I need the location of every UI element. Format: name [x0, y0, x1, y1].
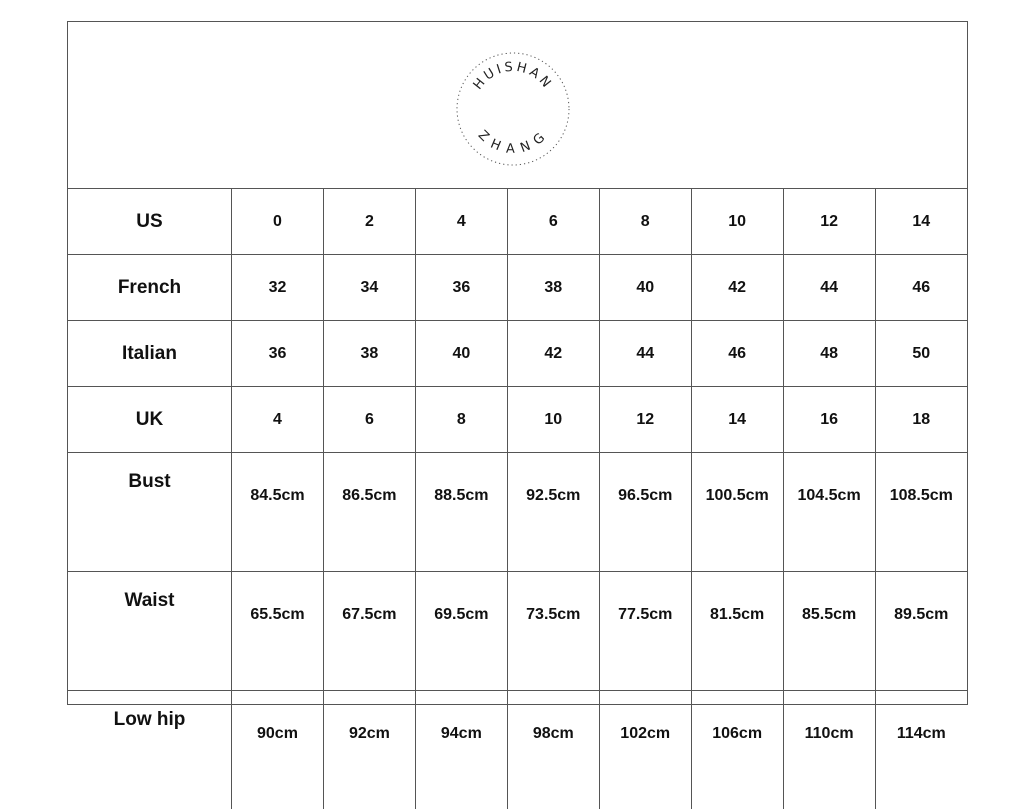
- table-cell: 73.5cm: [507, 572, 599, 691]
- table-cell: 86.5cm: [323, 453, 415, 572]
- table-cell: 44: [599, 321, 691, 387]
- table-cell: 6: [323, 387, 415, 453]
- size-chart: [67, 21, 968, 705]
- size-table: [68, 189, 967, 809]
- table-cell: 90cm: [232, 691, 324, 809]
- table-cell: 81.5cm: [691, 572, 783, 691]
- table-cell: 10: [691, 189, 783, 255]
- table-cell: 2: [323, 189, 415, 255]
- table-cell: 38: [507, 255, 599, 321]
- logo-bottom-text: ZHANG: [475, 128, 551, 157]
- row-label: French: [68, 255, 232, 321]
- table-cell: 110cm: [783, 691, 875, 809]
- table-row-waist: [68, 572, 967, 691]
- row-label: Italian: [68, 321, 232, 387]
- table-cell: 16: [783, 387, 875, 453]
- table-cell: 106cm: [691, 691, 783, 809]
- table-cell: 46: [875, 255, 967, 321]
- table-row-bust: [68, 453, 967, 572]
- table-row-french: [68, 255, 967, 321]
- table-cell: 6: [507, 189, 599, 255]
- table-cell: 0: [232, 189, 324, 255]
- table-cell: 8: [415, 387, 507, 453]
- table-cell: 85.5cm: [783, 572, 875, 691]
- table-cell: 69.5cm: [415, 572, 507, 691]
- table-cell: 40: [415, 321, 507, 387]
- table-cell: 108.5cm: [875, 453, 967, 572]
- brand-header: [68, 22, 967, 189]
- table-cell: 4: [232, 387, 324, 453]
- table-cell: 84.5cm: [232, 453, 324, 572]
- row-label: Low hip: [68, 691, 232, 809]
- table-cell: 92cm: [323, 691, 415, 809]
- table-cell: 10: [507, 387, 599, 453]
- table-cell: 14: [691, 387, 783, 453]
- table-cell: 88.5cm: [415, 453, 507, 572]
- table-cell: 40: [599, 255, 691, 321]
- row-label: Bust: [68, 453, 232, 572]
- table-cell: 104.5cm: [783, 453, 875, 572]
- table-cell: 65.5cm: [232, 572, 324, 691]
- table-cell: 42: [691, 255, 783, 321]
- table-cell: 36: [415, 255, 507, 321]
- table-cell: 38: [323, 321, 415, 387]
- table-cell: 77.5cm: [599, 572, 691, 691]
- table-cell: 34: [323, 255, 415, 321]
- table-cell: 94cm: [415, 691, 507, 809]
- table-row-us: [68, 189, 967, 255]
- table-cell: 4: [415, 189, 507, 255]
- row-label: Waist: [68, 572, 232, 691]
- table-cell: 67.5cm: [323, 572, 415, 691]
- table-cell: 42: [507, 321, 599, 387]
- row-label: UK: [68, 387, 232, 453]
- table-cell: 114cm: [875, 691, 967, 809]
- table-cell: 102cm: [599, 691, 691, 809]
- table-cell: 89.5cm: [875, 572, 967, 691]
- table-cell: 36: [232, 321, 324, 387]
- table-cell: 98cm: [507, 691, 599, 809]
- row-label: US: [68, 189, 232, 255]
- table-row-italian: [68, 321, 967, 387]
- table-cell: 100.5cm: [691, 453, 783, 572]
- table-row-low-hip: [68, 691, 967, 809]
- table-cell: 8: [599, 189, 691, 255]
- table-cell: 46: [691, 321, 783, 387]
- table-cell: 44: [783, 255, 875, 321]
- table-cell: 12: [783, 189, 875, 255]
- table-cell: 48: [783, 321, 875, 387]
- brand-logo: [454, 50, 572, 168]
- table-row-uk: [68, 387, 967, 453]
- table-cell: 14: [875, 189, 967, 255]
- table-cell: 50: [875, 321, 967, 387]
- table-cell: 12: [599, 387, 691, 453]
- logo-top-text: HUISHAN: [471, 60, 556, 93]
- table-cell: 32: [232, 255, 324, 321]
- table-cell: 18: [875, 387, 967, 453]
- table-cell: 96.5cm: [599, 453, 691, 572]
- table-cell: 92.5cm: [507, 453, 599, 572]
